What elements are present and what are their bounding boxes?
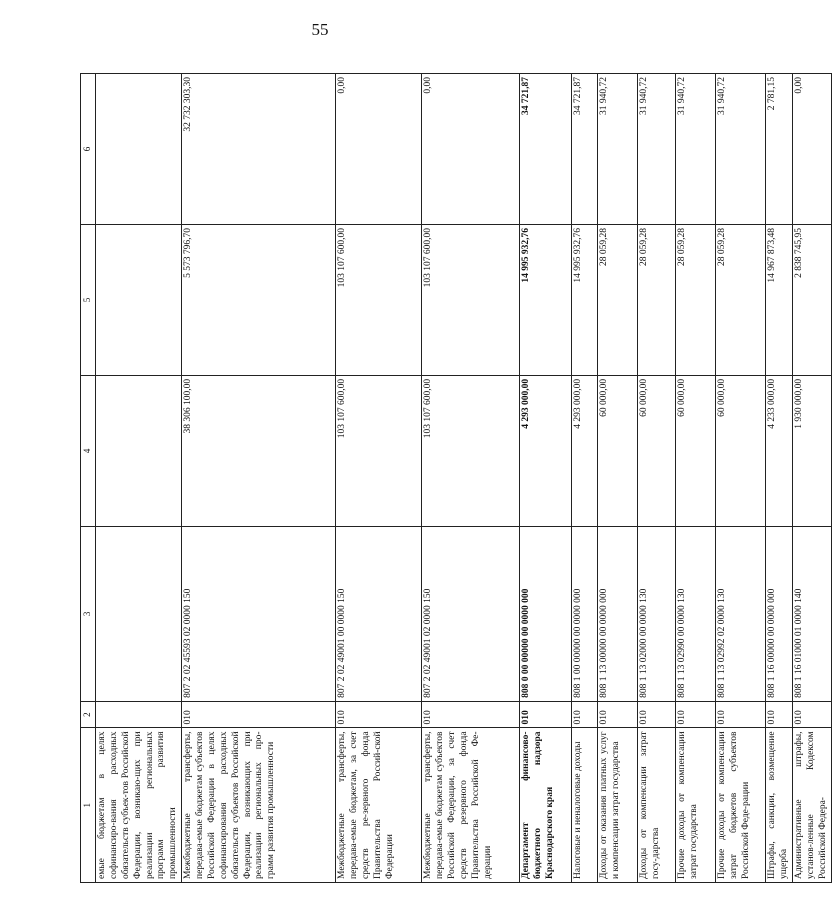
row-description: Доходы от компенсации затрат госу-дарства [638,728,676,883]
row-executed-amount: 28 059,28 [598,224,638,375]
table-row [792,74,831,883]
row-executed-amount: 2 838 745,95 [792,224,831,375]
row-budget-code: 808 1 00 00000 00 0000 000 [572,526,598,701]
table-row [716,74,766,883]
row-approved-amount: 60 000,00 [598,375,638,526]
row-line-code: 010 [792,701,831,728]
header-col-1: 1 [81,728,96,883]
row-description: Доходы от оказания платных услуг и компенсации затрат государства [598,728,638,883]
row-budget-code: 808 0 00 00000 00 0000 000 [520,526,572,701]
row-executed-amount [96,224,182,375]
row-executed-amount: 103 107 600,00 [422,224,520,375]
row-budget-code: 808 1 13 02000 00 0000 130 [638,526,676,701]
header-row [81,74,96,883]
row-line-code: 010 [598,701,638,728]
row-line-code: 010 [716,701,766,728]
table-body [96,74,832,883]
table-row [96,74,182,883]
row-executed-amount: 28 059,28 [676,224,716,375]
header-col-5: 5 [81,224,96,375]
row-unexecuted-amount: 2 781,15 [766,74,793,225]
row-description: Административные штрафы, установ-ленные Кодексом Российской Федера- [792,728,831,883]
row-approved-amount: 103 107 600,00 [422,375,520,526]
row-line-code: 010 [572,701,598,728]
row-budget-code: 808 1 13 02990 00 0000 130 [676,526,716,701]
row-description: Прочие доходы от компенсации затрат государства [676,728,716,883]
row-approved-amount: 103 107 600,00 [336,375,422,526]
table-row [598,74,638,883]
table-row [766,74,793,883]
row-line-code [96,701,182,728]
table-row [422,74,520,883]
row-line-code: 010 [676,701,716,728]
header-col-2: 2 [81,701,96,728]
row-approved-amount: 4 293 000,00 [520,375,572,526]
row-approved-amount: 1 930 000,00 [792,375,831,526]
row-budget-code: 808 1 16 00000 00 0000 000 [766,526,793,701]
row-line-code: 010 [520,701,572,728]
row-approved-amount: 60 000,00 [676,375,716,526]
row-approved-amount: 4 293 000,00 [572,375,598,526]
row-line-code: 010 [336,701,422,728]
table-row [182,74,336,883]
row-line-code: 010 [182,701,336,728]
header-col-4: 4 [81,375,96,526]
row-unexecuted-amount: 34 721,87 [572,74,598,225]
row-executed-amount: 103 107 600,00 [336,224,422,375]
row-approved-amount: 60 000,00 [638,375,676,526]
table-row [638,74,676,883]
row-line-code: 010 [638,701,676,728]
row-description: Штрафы, санкции, возмещение ущерба [766,728,793,883]
row-budget-code: 808 1 13 00000 00 0000 000 [598,526,638,701]
row-unexecuted-amount: 31 940,72 [716,74,766,225]
row-unexecuted-amount: 0,00 [792,74,831,225]
table-row [572,74,598,883]
row-line-code: 010 [766,701,793,728]
row-line-code: 010 [422,701,520,728]
revenue-table [80,73,832,883]
row-budget-code [96,526,182,701]
row-description: Межбюджетные трансферты, передава-емые бюджетам субъектов Российской Федерации в целях софинансирования расходных обязательств субъектов Российской Федерации, возникающих при реализации региональных про-грамм развития промышленности [182,728,336,883]
row-budget-code: 807 2 02 49001 02 0000 150 [422,526,520,701]
row-budget-code: 807 2 02 45593 02 0000 150 [182,526,336,701]
table-row [520,74,572,883]
row-description: Прочие доходы от компенсации затрат бюджетов субъектов Российской Феде-рации [716,728,766,883]
row-executed-amount: 28 059,28 [638,224,676,375]
row-description: емые бюджетам в целях софинансиро-вания расходных обязательств субъек-тов Российской Федерации, возникаю-щих при реализации региональных программ развития промышленности [96,728,182,883]
row-description: Налоговые и неналоговые доходы [572,728,598,883]
row-executed-amount: 14 995 932,76 [572,224,598,375]
row-budget-code: 808 1 16 01000 01 0000 140 [792,526,831,701]
row-executed-amount: 14 967 873,48 [766,224,793,375]
row-unexecuted-amount [96,74,182,225]
row-unexecuted-amount: 0,00 [336,74,422,225]
header-col-6: 6 [81,74,96,225]
row-approved-amount: 38 306 100,00 [182,375,336,526]
rotated-table-wrapper [80,73,828,883]
row-budget-code: 808 1 13 02992 02 0000 130 [716,526,766,701]
row-unexecuted-amount: 31 940,72 [598,74,638,225]
table-row [676,74,716,883]
row-description: Межбюджетные трансферты, передава-емые бюджетам субъектов Российской Федерации, за счет средств резервного фонда Правительства Российской Фе-дерации [422,728,520,883]
row-executed-amount: 28 059,28 [716,224,766,375]
row-unexecuted-amount: 31 940,72 [638,74,676,225]
table-row [336,74,422,883]
row-budget-code: 807 2 02 49001 00 0000 150 [336,526,422,701]
row-unexecuted-amount: 31 940,72 [676,74,716,225]
row-approved-amount: 60 000,00 [716,375,766,526]
row-approved-amount [96,375,182,526]
row-description: Департамент финансово-бюджетного надзора Краснодарского края [520,728,572,883]
row-description: Межбюджетные трансферты, передава-емые бюджетам, за счет средств ре-зервного фонда Правительства Россий-ской Федерации [336,728,422,883]
row-unexecuted-amount: 34 721,87 [520,74,572,225]
row-unexecuted-amount: 32 732 303,30 [182,74,336,225]
header-col-3: 3 [81,526,96,701]
row-unexecuted-amount: 0,00 [422,74,520,225]
row-executed-amount: 14 995 932,76 [520,224,572,375]
row-approved-amount: 4 233 000,00 [766,375,793,526]
row-executed-amount: 5 573 796,70 [182,224,336,375]
page-number: 55 [311,20,329,39]
